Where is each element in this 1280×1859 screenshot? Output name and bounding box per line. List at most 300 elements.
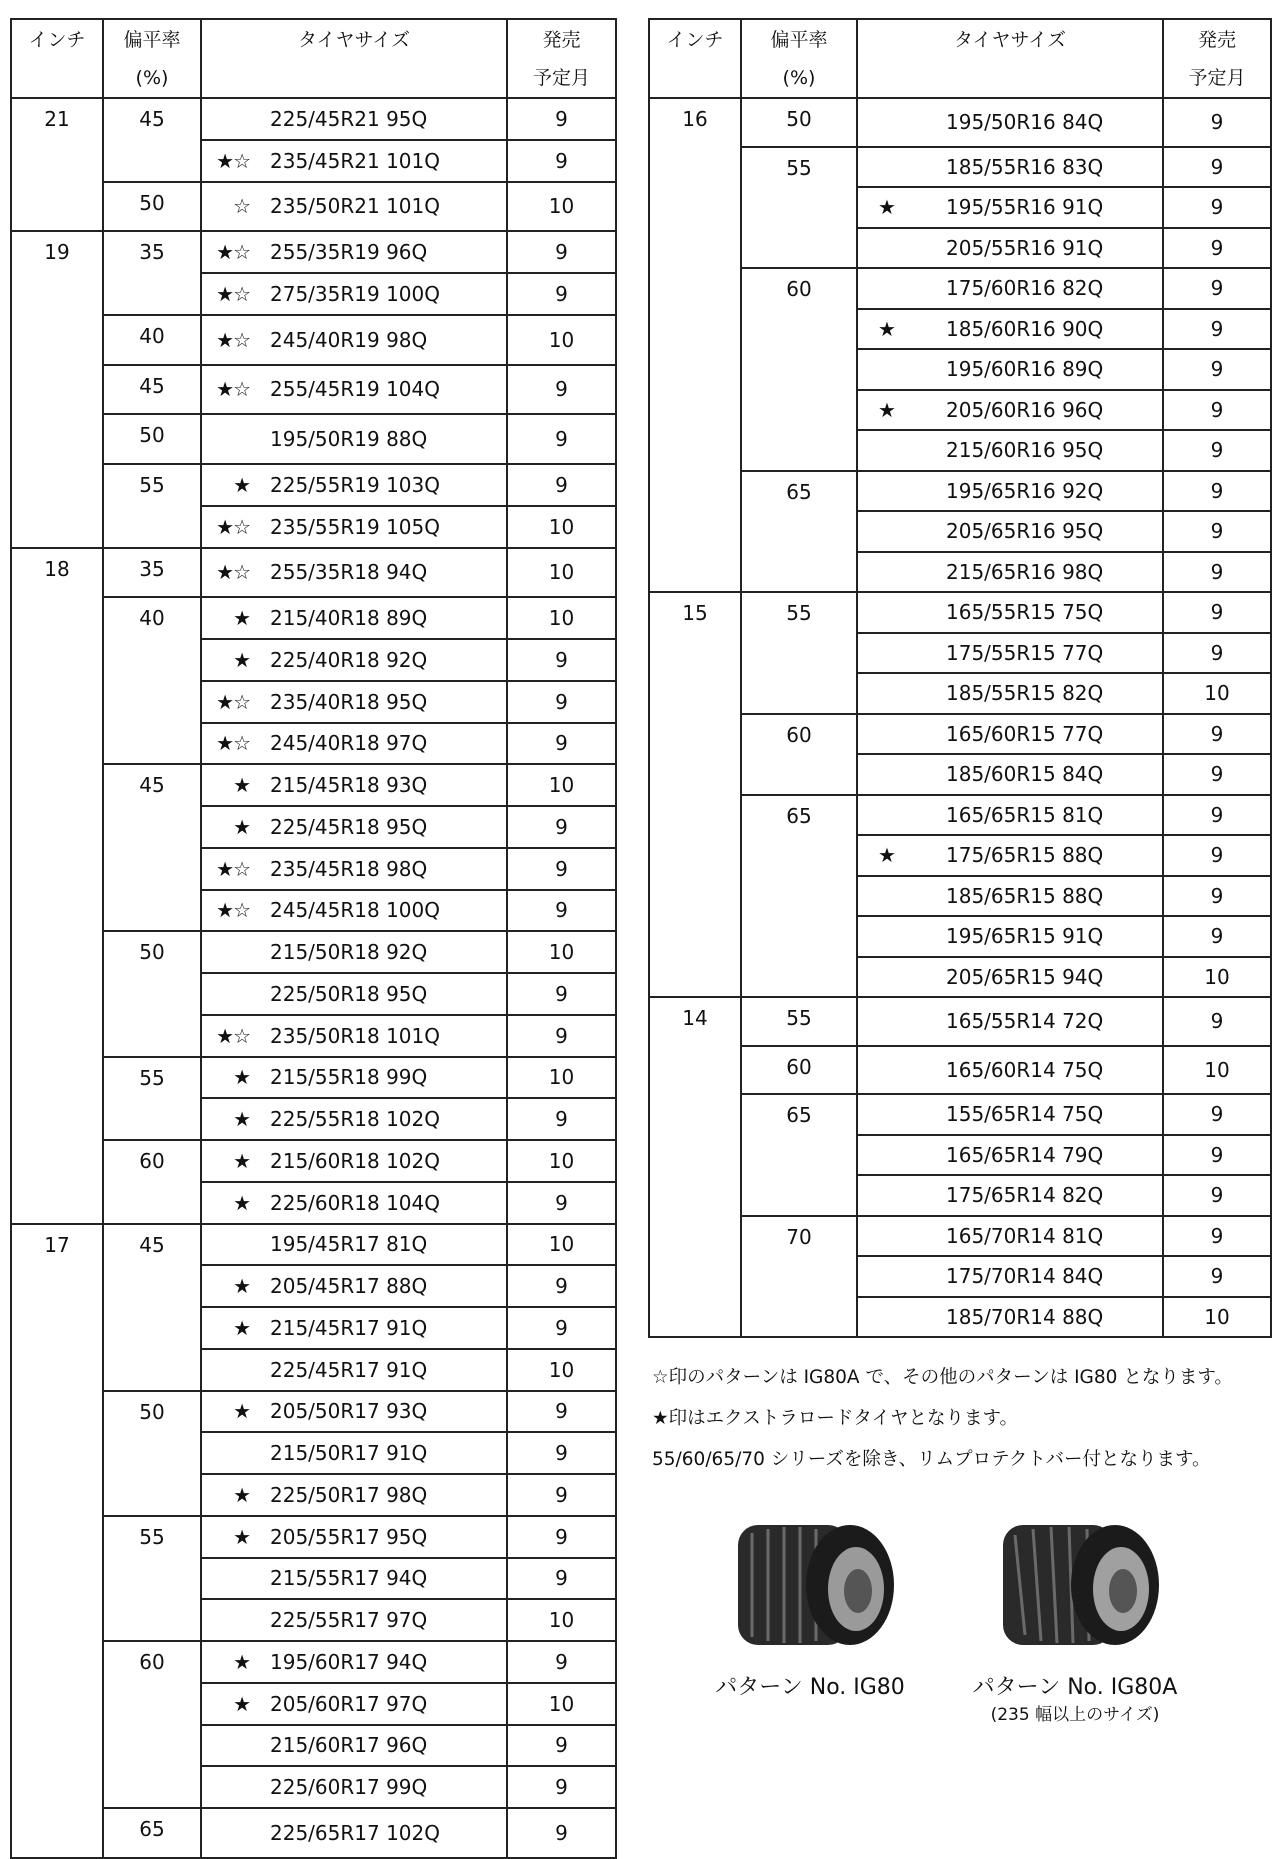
ratio-cell: 50 xyxy=(103,182,201,232)
size-cell xyxy=(201,1641,507,1683)
pattern-mark-icon: ★☆ xyxy=(216,240,250,265)
release-month-cell: 9 xyxy=(1163,1175,1271,1216)
size-cell xyxy=(201,639,507,681)
pattern-mark-icon: ★☆ xyxy=(216,856,250,881)
size-cell xyxy=(201,1808,507,1858)
size-cell xyxy=(201,723,507,765)
pattern-mark-icon: ★☆ xyxy=(216,898,250,923)
inch-cell: 14 xyxy=(649,997,741,1337)
tire-size-text: 165/60R15 77Q xyxy=(946,721,1104,746)
table-row xyxy=(649,1216,1271,1257)
tire-size-text: 175/70R14 84Q xyxy=(946,1264,1104,1289)
inch-cell: 15 xyxy=(649,592,741,997)
release-month-cell: 9 xyxy=(507,681,616,723)
release-month-cell: 9 xyxy=(507,1808,616,1858)
tire-size-text: 165/65R15 81Q xyxy=(946,802,1104,827)
size-cell xyxy=(857,309,1163,350)
size-cell xyxy=(201,231,507,273)
pattern-mark-icon: ★ xyxy=(233,814,250,839)
release-month-cell: 10 xyxy=(507,931,616,973)
tire-size-text: 215/65R16 98Q xyxy=(946,559,1104,584)
header-month-label1: 発売 xyxy=(542,28,581,51)
release-month-cell: 10 xyxy=(507,1599,616,1641)
tire-size-text: 225/65R17 102Q xyxy=(270,1820,440,1845)
table-row xyxy=(649,268,1271,309)
tire-size-text: 175/65R14 82Q xyxy=(946,1183,1104,1208)
tire-size-text: 215/50R17 91Q xyxy=(270,1441,428,1466)
ratio-cell: 55 xyxy=(103,1057,201,1141)
pattern-mark-icon: ★ xyxy=(878,316,895,341)
release-month-cell: 9 xyxy=(1163,471,1271,512)
inch-cell: 18 xyxy=(11,548,103,1224)
table-body-right xyxy=(649,98,1271,1337)
size-cell xyxy=(201,182,507,232)
size-cell xyxy=(201,681,507,723)
size-cell xyxy=(201,1349,507,1391)
size-cell xyxy=(857,471,1163,512)
size-cell xyxy=(857,1135,1163,1176)
release-month-cell: 9 xyxy=(1163,187,1271,228)
size-cell xyxy=(857,1216,1163,1257)
tire-size-text: 215/40R18 89Q xyxy=(270,606,428,631)
release-month-cell: 10 xyxy=(507,182,616,232)
release-month-cell: 9 xyxy=(1163,268,1271,309)
release-month-cell: 9 xyxy=(1163,552,1271,593)
tire-size-text: 205/55R17 95Q xyxy=(270,1524,428,1549)
ratio-cell: 45 xyxy=(103,365,201,415)
pattern-mark-icon: ★☆ xyxy=(216,560,250,585)
release-month-cell: 9 xyxy=(507,973,616,1015)
header-inch xyxy=(649,19,741,98)
tire-size-text: 185/55R15 82Q xyxy=(946,681,1104,706)
ratio-cell: 45 xyxy=(103,764,201,931)
size-cell xyxy=(857,349,1163,390)
release-month-cell: 10 xyxy=(507,1140,616,1182)
size-cell xyxy=(201,315,507,365)
size-cell xyxy=(201,464,507,506)
size-cell xyxy=(857,673,1163,714)
note-ig80a-pattern: ☆印のパターンは IG80A で、その他のパターンは IG80 となります。 xyxy=(652,1367,1233,1388)
pattern-mark-icon: ★ xyxy=(233,1649,250,1674)
ratio-cell: 50 xyxy=(103,1391,201,1516)
size-cell xyxy=(201,1432,507,1474)
inch-cell: 17 xyxy=(11,1224,103,1858)
size-cell xyxy=(857,1297,1163,1338)
pattern-mark-icon: ★ xyxy=(233,1065,250,1090)
size-cell xyxy=(201,1265,507,1307)
release-month-cell: 9 xyxy=(507,231,616,273)
header-size xyxy=(201,19,507,98)
release-month-cell: 9 xyxy=(1163,309,1271,350)
table-row xyxy=(11,1224,616,1266)
inch-cell: 21 xyxy=(11,98,103,231)
size-cell xyxy=(857,1094,1163,1135)
release-month-cell: 9 xyxy=(1163,876,1271,917)
tire-size-text: 155/65R14 75Q xyxy=(946,1102,1104,1127)
header-month-label2: 予定月 xyxy=(532,66,590,89)
tire-size-text: 275/35R19 100Q xyxy=(270,281,440,306)
release-month-cell: 9 xyxy=(507,1641,616,1683)
tire-size-text: 195/50R19 88Q xyxy=(270,427,428,452)
ratio-cell: 35 xyxy=(103,231,201,315)
tire-size-text: 215/55R17 94Q xyxy=(270,1566,428,1591)
ratio-cell: 65 xyxy=(741,795,857,998)
ratio-cell: 50 xyxy=(103,414,201,464)
pattern-mark-icon: ★ xyxy=(233,1524,250,1549)
tire-size-text: 195/65R15 91Q xyxy=(946,924,1104,949)
size-cell xyxy=(857,390,1163,431)
tire-size-text: 225/60R18 104Q xyxy=(270,1190,440,1215)
tire-size-text: 195/65R16 92Q xyxy=(946,478,1104,503)
table-row xyxy=(649,1046,1271,1095)
caption-ig80a-note: (235 幅以上のサイズ) xyxy=(990,1705,1160,1725)
tire-size-text: 195/55R16 91Q xyxy=(946,195,1104,220)
tire-size-text: 195/50R16 84Q xyxy=(946,110,1104,135)
size-cell xyxy=(857,1175,1163,1216)
release-month-cell: 9 xyxy=(507,1516,616,1558)
tire-size-text: 245/40R19 98Q xyxy=(270,327,428,352)
size-cell xyxy=(201,98,507,140)
pattern-mark-icon: ★ xyxy=(878,397,895,422)
size-cell xyxy=(201,365,507,415)
ratio-cell: 50 xyxy=(103,931,201,1056)
release-month-cell: 9 xyxy=(507,414,616,464)
release-month-cell: 9 xyxy=(1163,390,1271,431)
size-cell xyxy=(857,228,1163,269)
pattern-mark-icon: ★ xyxy=(233,773,250,798)
tire-size-text: 225/45R18 95Q xyxy=(270,814,428,839)
header-inch-label: インチ xyxy=(28,28,86,51)
tire-size-table-right xyxy=(648,18,1272,1338)
header-inch-label: インチ xyxy=(666,28,724,51)
tire-size-text: 235/50R21 101Q xyxy=(270,194,440,219)
tire-size-text: 245/40R18 97Q xyxy=(270,731,428,756)
pattern-mark-icon: ★☆ xyxy=(216,689,250,714)
size-cell xyxy=(857,187,1163,228)
tire-size-text: 205/55R16 91Q xyxy=(946,235,1104,260)
tire-size-text: 215/60R16 95Q xyxy=(946,438,1104,463)
size-cell xyxy=(857,714,1163,755)
tire-size-text: 225/45R21 95Q xyxy=(270,106,428,131)
size-cell xyxy=(857,552,1163,593)
ratio-cell: 55 xyxy=(103,464,201,548)
tire-size-text: 205/60R16 96Q xyxy=(946,397,1104,422)
tire-size-text: 195/60R16 89Q xyxy=(946,357,1104,382)
pattern-mark-icon: ★☆ xyxy=(216,514,250,539)
release-month-cell: 10 xyxy=(507,597,616,639)
release-month-cell: 9 xyxy=(507,806,616,848)
tire-ig80a-image xyxy=(985,1515,1165,1650)
table-header-row xyxy=(649,19,1271,98)
size-cell xyxy=(201,1098,507,1140)
table-row xyxy=(649,714,1271,755)
ratio-cell: 45 xyxy=(103,1224,201,1391)
size-cell xyxy=(857,633,1163,674)
release-month-cell: 9 xyxy=(1163,349,1271,390)
tire-size-text: 215/55R18 99Q xyxy=(270,1065,428,1090)
table-row xyxy=(649,98,1271,147)
ratio-cell: 60 xyxy=(741,714,857,795)
tire-size-text: 225/50R18 95Q xyxy=(270,981,428,1006)
size-cell xyxy=(201,1057,507,1099)
pattern-mark-icon: ☆ xyxy=(233,194,250,219)
header-month xyxy=(507,19,616,98)
release-month-cell: 10 xyxy=(507,1224,616,1266)
tire-size-text: 185/60R15 84Q xyxy=(946,762,1104,787)
header-size-label: タイヤサイズ xyxy=(953,28,1067,51)
release-month-cell: 10 xyxy=(507,1683,616,1725)
pattern-mark-icon: ★ xyxy=(233,1482,250,1507)
pattern-mark-icon: ★ xyxy=(233,1315,250,1340)
header-month xyxy=(1163,19,1271,98)
tire-size-text: 215/60R18 102Q xyxy=(270,1148,440,1173)
ratio-cell: 55 xyxy=(103,1516,201,1641)
tire-size-text: 205/65R16 95Q xyxy=(946,519,1104,544)
release-month-cell: 9 xyxy=(507,1307,616,1349)
release-month-cell: 9 xyxy=(1163,795,1271,836)
tire-size-text: 165/70R14 81Q xyxy=(946,1223,1104,1248)
release-month-cell: 9 xyxy=(1163,633,1271,674)
tire-size-text: 215/50R18 92Q xyxy=(270,940,428,965)
size-cell xyxy=(857,430,1163,471)
tire-size-text: 165/55R15 75Q xyxy=(946,600,1104,625)
header-ratio-label: 偏平率 xyxy=(123,28,181,51)
ratio-cell: 55 xyxy=(741,147,857,269)
release-month-cell: 10 xyxy=(507,315,616,365)
pattern-mark-icon: ★ xyxy=(878,843,895,868)
tire-size-text: 225/55R17 97Q xyxy=(270,1608,428,1633)
size-cell xyxy=(857,957,1163,998)
ratio-cell: 60 xyxy=(103,1641,201,1808)
release-month-cell: 9 xyxy=(507,1391,616,1433)
release-month-cell: 9 xyxy=(1163,997,1271,1046)
size-cell xyxy=(857,1046,1163,1095)
tire-size-text: 195/45R17 81Q xyxy=(270,1232,428,1257)
caption-ig80a: パターン No. IG80A xyxy=(972,1675,1178,1700)
release-month-cell: 9 xyxy=(507,1725,616,1767)
ratio-cell: 55 xyxy=(741,592,857,714)
size-cell xyxy=(201,848,507,890)
table-row xyxy=(11,231,616,273)
tire-size-text: 255/45R19 104Q xyxy=(270,377,440,402)
table-row xyxy=(649,1094,1271,1135)
tire-size-text: 215/45R17 91Q xyxy=(270,1315,428,1340)
size-cell xyxy=(857,997,1163,1046)
pattern-mark-icon: ★ xyxy=(233,647,250,672)
tire-size-text: 225/55R18 102Q xyxy=(270,1107,440,1132)
table-row xyxy=(649,471,1271,512)
size-cell xyxy=(857,754,1163,795)
size-cell xyxy=(857,1256,1163,1297)
pattern-mark-icon: ★ xyxy=(233,1691,250,1716)
tire-size-text: 205/60R17 97Q xyxy=(270,1691,428,1716)
ratio-cell: 65 xyxy=(741,1094,857,1216)
size-cell xyxy=(857,268,1163,309)
inch-cell: 16 xyxy=(649,98,741,592)
header-ratio xyxy=(741,19,857,98)
pattern-mark-icon: ★☆ xyxy=(216,1023,250,1048)
header-ratio-unit: (%) xyxy=(782,66,816,89)
release-month-cell: 9 xyxy=(1163,754,1271,795)
size-cell xyxy=(201,1182,507,1224)
tire-size-text: 185/70R14 88Q xyxy=(946,1304,1104,1329)
size-cell xyxy=(857,511,1163,552)
size-cell xyxy=(201,931,507,973)
tire-size-text: 185/65R15 88Q xyxy=(946,883,1104,908)
note-rim-protect: 55/60/65/70 シリーズを除き、リムプロテクトバー付となります。 xyxy=(652,1449,1211,1470)
release-month-cell: 9 xyxy=(1163,1135,1271,1176)
release-month-cell: 9 xyxy=(1163,592,1271,633)
pattern-mark-icon: ★☆ xyxy=(216,327,250,352)
release-month-cell: 9 xyxy=(507,1098,616,1140)
size-cell xyxy=(857,592,1163,633)
size-cell xyxy=(201,1599,507,1641)
pattern-mark-icon: ★☆ xyxy=(216,731,250,756)
release-month-cell: 9 xyxy=(507,273,616,315)
header-ratio-label: 偏平率 xyxy=(770,28,828,51)
release-month-cell: 9 xyxy=(1163,430,1271,471)
size-cell xyxy=(201,1391,507,1433)
release-month-cell: 9 xyxy=(507,1182,616,1224)
tire-size-text: 205/65R15 94Q xyxy=(946,964,1104,989)
release-month-cell: 9 xyxy=(1163,511,1271,552)
tire-size-text: 225/40R18 92Q xyxy=(270,647,428,672)
pattern-mark-icon: ★☆ xyxy=(216,377,250,402)
ratio-cell: 60 xyxy=(103,1140,201,1224)
ratio-cell: 40 xyxy=(103,597,201,764)
size-cell xyxy=(201,1766,507,1808)
ratio-cell: 45 xyxy=(103,98,201,182)
ratio-cell: 65 xyxy=(741,471,857,593)
release-month-cell: 9 xyxy=(507,1265,616,1307)
size-cell xyxy=(201,1516,507,1558)
release-month-cell: 9 xyxy=(1163,147,1271,188)
release-month-cell: 9 xyxy=(507,1432,616,1474)
tire-size-text: 175/65R15 88Q xyxy=(946,843,1104,868)
pattern-mark-icon: ★☆ xyxy=(216,281,250,306)
tire-size-text: 215/45R18 93Q xyxy=(270,773,428,798)
header-month-label2: 予定月 xyxy=(1188,66,1246,89)
tire-size-text: 235/45R18 98Q xyxy=(270,856,428,881)
header-ratio-unit: (%) xyxy=(135,66,169,89)
header-size-label: タイヤサイズ xyxy=(297,28,411,51)
pattern-mark-icon: ★ xyxy=(233,472,250,497)
release-month-cell: 9 xyxy=(1163,1094,1271,1135)
size-cell xyxy=(201,1683,507,1725)
size-cell xyxy=(201,973,507,1015)
size-cell xyxy=(201,806,507,848)
tire-ig80-image xyxy=(720,1515,900,1650)
table-row xyxy=(649,997,1271,1046)
size-cell xyxy=(201,1224,507,1266)
release-month-cell: 9 xyxy=(1163,916,1271,957)
tire-size-table-left xyxy=(10,18,617,1859)
release-month-cell: 9 xyxy=(1163,714,1271,755)
release-month-cell: 9 xyxy=(1163,228,1271,269)
tire-size-text: 185/55R16 83Q xyxy=(946,154,1104,179)
tire-size-text: 165/55R14 72Q xyxy=(946,1009,1104,1034)
pattern-mark-icon: ★ xyxy=(233,1399,250,1424)
table-header-row xyxy=(11,19,616,98)
ratio-cell: 40 xyxy=(103,315,201,365)
table-row xyxy=(11,98,616,140)
release-month-cell: 9 xyxy=(507,464,616,506)
tire-size-text: 205/50R17 93Q xyxy=(270,1399,428,1424)
release-month-cell: 10 xyxy=(1163,1046,1271,1095)
tire-size-text: 235/55R19 105Q xyxy=(270,514,440,539)
pattern-mark-icon: ★ xyxy=(233,1274,250,1299)
header-size xyxy=(857,19,1163,98)
release-month-cell: 10 xyxy=(507,1057,616,1099)
tire-size-text: 195/60R17 94Q xyxy=(270,1649,428,1674)
size-cell xyxy=(201,548,507,598)
release-month-cell: 9 xyxy=(1163,98,1271,147)
size-cell xyxy=(201,1307,507,1349)
tire-size-text: 175/55R15 77Q xyxy=(946,640,1104,665)
size-cell xyxy=(201,890,507,932)
tire-size-text: 175/60R16 82Q xyxy=(946,276,1104,301)
pattern-mark-icon: ★ xyxy=(233,1107,250,1132)
release-month-cell: 9 xyxy=(507,98,616,140)
notes xyxy=(652,1357,1272,1480)
tire-size-text: 165/65R14 79Q xyxy=(946,1142,1104,1167)
tire-size-text: 225/50R17 98Q xyxy=(270,1482,428,1507)
size-cell xyxy=(201,1140,507,1182)
tire-size-text: 245/45R18 100Q xyxy=(270,898,440,923)
release-month-cell: 10 xyxy=(507,506,616,548)
release-month-cell: 9 xyxy=(1163,835,1271,876)
release-month-cell: 9 xyxy=(1163,1256,1271,1297)
size-cell xyxy=(201,764,507,806)
table-row xyxy=(649,795,1271,836)
tire-size-text: 225/45R17 91Q xyxy=(270,1357,428,1382)
release-month-cell: 10 xyxy=(1163,673,1271,714)
tire-size-text: 205/45R17 88Q xyxy=(270,1274,428,1299)
table-row xyxy=(649,592,1271,633)
size-cell xyxy=(201,1725,507,1767)
pattern-mark-icon: ★☆ xyxy=(216,148,250,173)
tire-size-text: 235/50R18 101Q xyxy=(270,1023,440,1048)
size-cell xyxy=(201,1015,507,1057)
release-month-cell: 10 xyxy=(507,1349,616,1391)
ratio-cell: 70 xyxy=(741,1216,857,1338)
size-cell xyxy=(201,506,507,548)
header-inch xyxy=(11,19,103,98)
tire-size-text: 225/60R17 99Q xyxy=(270,1775,428,1800)
release-month-cell: 9 xyxy=(507,639,616,681)
tire-size-text: 255/35R18 94Q xyxy=(270,560,428,585)
size-cell xyxy=(201,414,507,464)
release-month-cell: 9 xyxy=(507,365,616,415)
caption-ig80: パターン No. IG80 xyxy=(715,1675,905,1700)
tire-size-text: 225/55R19 103Q xyxy=(270,472,440,497)
note-extra-load: ★印はエクストラロードタイヤとなります。 xyxy=(652,1408,1019,1429)
table-row xyxy=(649,147,1271,188)
tire-size-text: 215/60R17 96Q xyxy=(270,1733,428,1758)
release-month-cell: 10 xyxy=(507,764,616,806)
size-cell xyxy=(857,147,1163,188)
ratio-cell: 65 xyxy=(103,1808,201,1858)
size-cell xyxy=(201,1558,507,1600)
size-cell xyxy=(857,835,1163,876)
ratio-cell: 60 xyxy=(741,1046,857,1095)
release-month-cell: 10 xyxy=(507,548,616,598)
release-month-cell: 9 xyxy=(507,848,616,890)
table-row xyxy=(11,548,616,598)
pattern-mark-icon: ★ xyxy=(233,606,250,631)
tire-size-text: 185/60R16 90Q xyxy=(946,316,1104,341)
release-month-cell: 9 xyxy=(507,890,616,932)
